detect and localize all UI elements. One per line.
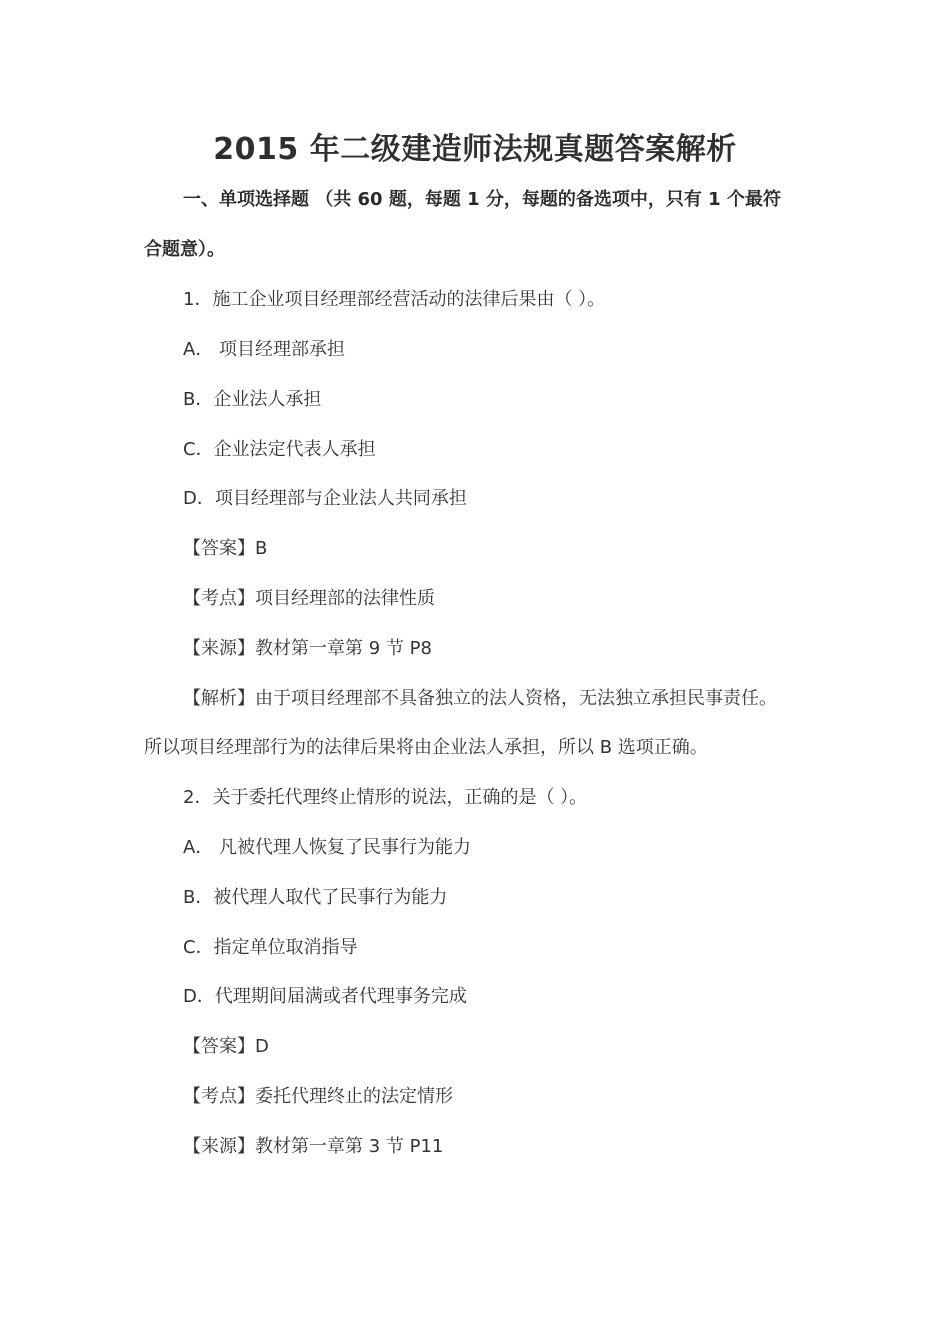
question-1-analysis-line-1: 【解析】由于项目经理部不具备独立的法人资格，无法独立承担民事责任。 (183, 688, 777, 709)
question-2-source: 【来源】教材第一章第 3 节 P11 (183, 1136, 444, 1157)
question-1-option-c: C．企业法定代表人承担 (183, 439, 376, 460)
question-2-point: 【考点】委托代理终止的法定情形 (183, 1086, 453, 1107)
question-2-option-a: A． 凡被代理人恢复了民事行为能力 (183, 837, 472, 858)
document-title: 2015 年二级建造师法规真题答案解析 (213, 132, 737, 167)
question-1-analysis-line-2: 所以项目经理部行为的法律后果将由企业法人承担，所以 B 选项正确。 (144, 737, 708, 758)
section-heading-line-1: 一、单项选择题 （共 60 题，每题 1 分，每题的备选项中，只有 1 个最符 (183, 189, 781, 210)
section-heading-line-2: 合题意）。 (144, 239, 225, 260)
question-1-point: 【考点】项目经理部的法律性质 (183, 588, 435, 609)
question-1-option-b: B．企业法人承担 (183, 389, 322, 410)
question-2-answer: 【答案】D (183, 1036, 269, 1057)
question-2-option-b: B．被代理人取代了民事行为能力 (183, 887, 448, 908)
question-1-option-a: A． 项目经理部承担 (183, 339, 346, 360)
question-1-source: 【来源】教材第一章第 9 节 P8 (183, 638, 432, 659)
question-2-option-c: C．指定单位取消指导 (183, 937, 358, 958)
question-2-option-d: D．代理期间届满或者代理事务完成 (183, 986, 467, 1007)
question-1-stem: 1．施工企业项目经理部经营活动的法律后果由（ ）。 (183, 289, 606, 310)
question-2-stem: 2．关于委托代理终止情形的说法，正确的是（ ）。 (183, 787, 588, 808)
question-1-option-d: D．项目经理部与企业法人共同承担 (183, 488, 467, 509)
question-1-answer: 【答案】B (183, 538, 268, 559)
